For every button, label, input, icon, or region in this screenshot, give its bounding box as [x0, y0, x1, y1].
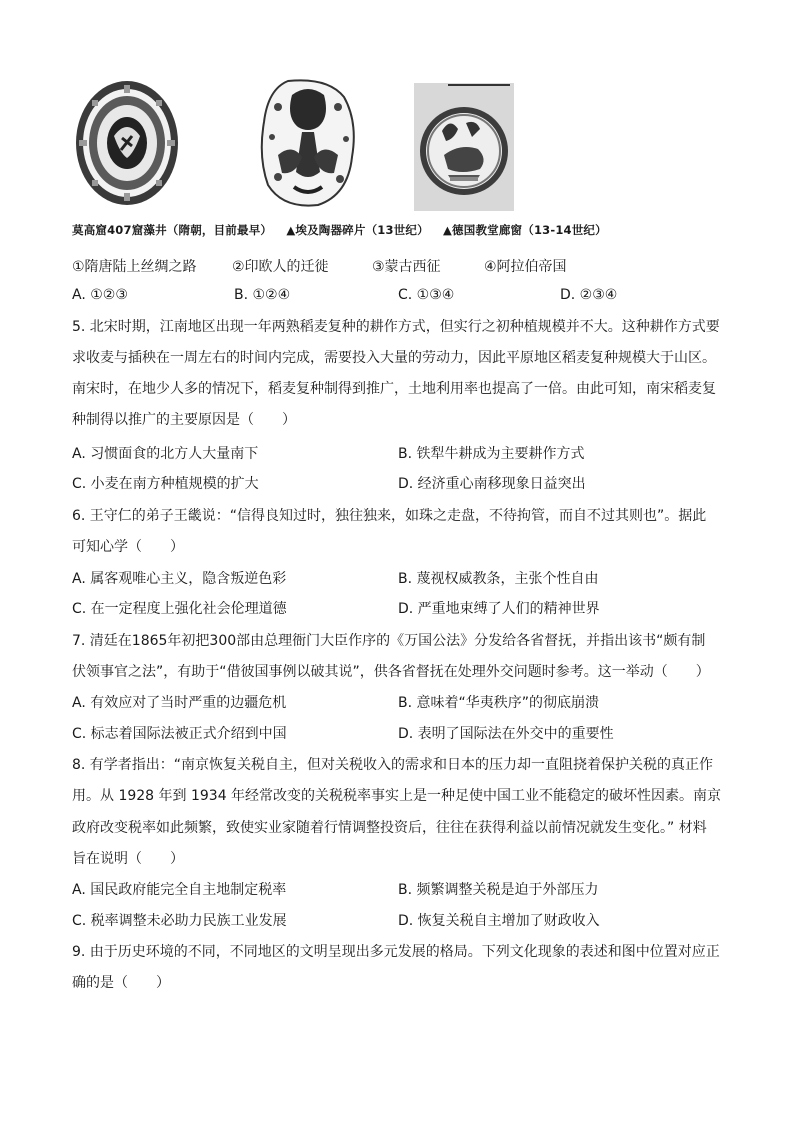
q7-stem-line-1: 7. 清廷在1865年初把300部由总理衙门大臣作序的《万国公法》分发给各省督抚，并指出该书“颇有制: [72, 633, 706, 649]
q6-choice-d: D. 严重地束缚了人们的精神世界: [398, 601, 600, 617]
q5-choice-c: C. 小麦在南方种植规模的扩大: [72, 476, 259, 492]
q6-stem-line-1: 6. 王守仁的弟子王畿说：“信得良知过时，独往独来，如珠之走盘，不待拘管，而自不过其则也”。据此: [72, 508, 707, 524]
german-church-window-image: [414, 83, 514, 211]
q5-stem-line-3: 南宋时，在地少人多的情况下，稻麦复种制得到推广，土地利用率也提高了一倍。由此可知，南宋稻麦复: [72, 381, 716, 397]
q5-stem-line-4: 种制得以推广的主要原因是（ ）: [72, 412, 296, 428]
q5-choice-d: D. 经济重心南移现象日益突出: [398, 476, 586, 492]
q7-choice-b: B. 意味着“华夷秩序”的彻底崩溃: [398, 695, 600, 711]
q4-item-3: ③蒙古西征: [372, 259, 441, 275]
q8-stem-line-1: 8. 有学者指出：“南京恢复关税自主，但对关税收入的需求和日本的压力却一直阻挠着保护关税的真正作: [72, 757, 714, 773]
q8-choice-d: D. 恢复关税自主增加了财政收入: [398, 913, 600, 929]
egyptian-pottery-image: [258, 77, 358, 209]
q8-choice-b: B. 频繁调整关税是迫于外部压力: [398, 882, 599, 898]
q7-choice-a: A. 有效应对了当时严重的边疆危机: [72, 695, 287, 711]
q6-choice-b: B. 蔑视权威教条，主张个性自由: [398, 571, 599, 587]
q7-choice-d: D. 表明了国际法在外交中的重要性: [398, 726, 614, 742]
caption-mogao: 莫高窟407窟藻井（隋朝，目前最早）: [72, 223, 273, 237]
q5-choice-a: A. 习惯面食的北方人大量南下: [72, 446, 259, 462]
figure-captions: [72, 222, 617, 238]
q4-item-4: ④阿拉伯帝国: [484, 259, 567, 275]
q5-choice-b: B. 铁犁牛耕成为主要耕作方式: [398, 446, 585, 462]
q7-stem-line-2: 伏领事官之法”，有助于“借彼国事例以破其说”，供各省督抚在处理外交问题时参考。这一举动（ ）: [72, 664, 710, 680]
q4-item-2: ②印欧人的迁徙: [232, 259, 329, 275]
q8-stem-line-2: 用。从 1928 年到 1934 年经常改变的关税税率事实上是一种足使中国工业不能稳定的破坏性因素。南京: [72, 788, 722, 804]
q7-choice-c: C. 标志着国际法被正式介绍到中国: [72, 726, 287, 742]
q8-stem-line-4: 旨在说明（ ）: [72, 851, 184, 867]
q8-stem-line-3: 政府改变税率如此频繁，致使实业家随着行情调整投资后，往往在获得利益以前情况就发生变化。” 材料: [72, 820, 707, 836]
q6-choice-a: A. 属客观唯心主义，隐含叛逆色彩: [72, 571, 287, 587]
q5-stem-line-1: 5. 北宋时期，江南地区出现一年两熟稻麦复种的耕作方式，但实行之初种植规模并不大。这种耕作方式要: [72, 319, 720, 335]
caption-germany: ▲德国教堂廊窗（13-14世纪）: [443, 223, 607, 237]
q4-choice-b: B. ①②④: [234, 287, 291, 303]
q9-stem-line-2: 确的是（ ）: [72, 975, 170, 991]
q4-choice-c: C. ①③④: [398, 287, 455, 303]
q4-choice-a: A. ①②③: [72, 287, 128, 303]
mogao-ceiling-image: [74, 78, 180, 208]
q4-item-1: ①隋唐陆上丝绸之路: [72, 259, 197, 275]
q9-stem-line-1: 9. 由于历史环境的不同，不同地区的文明呈现出多元发展的格局。下列文化现象的表述和图中位置对应正: [72, 944, 720, 960]
q4-choice-d: D. ②③④: [560, 287, 618, 303]
q8-choice-a: A. 国民政府能完全自主地制定税率: [72, 882, 287, 898]
q8-choice-c: C. 税率调整未必助力民族工业发展: [72, 913, 287, 929]
caption-egypt: ▲埃及陶器碎片（13世纪）: [286, 223, 429, 237]
q6-choice-c: C. 在一定程度上强化社会伦理道德: [72, 601, 287, 617]
q6-stem-line-2: 可知心学（ ）: [72, 539, 184, 555]
q5-stem-line-2: 求收麦与插秧在一周左右的时间内完成，需要投入大量的劳动力，因此平原地区稻麦复种规模大于山区。: [72, 350, 716, 366]
